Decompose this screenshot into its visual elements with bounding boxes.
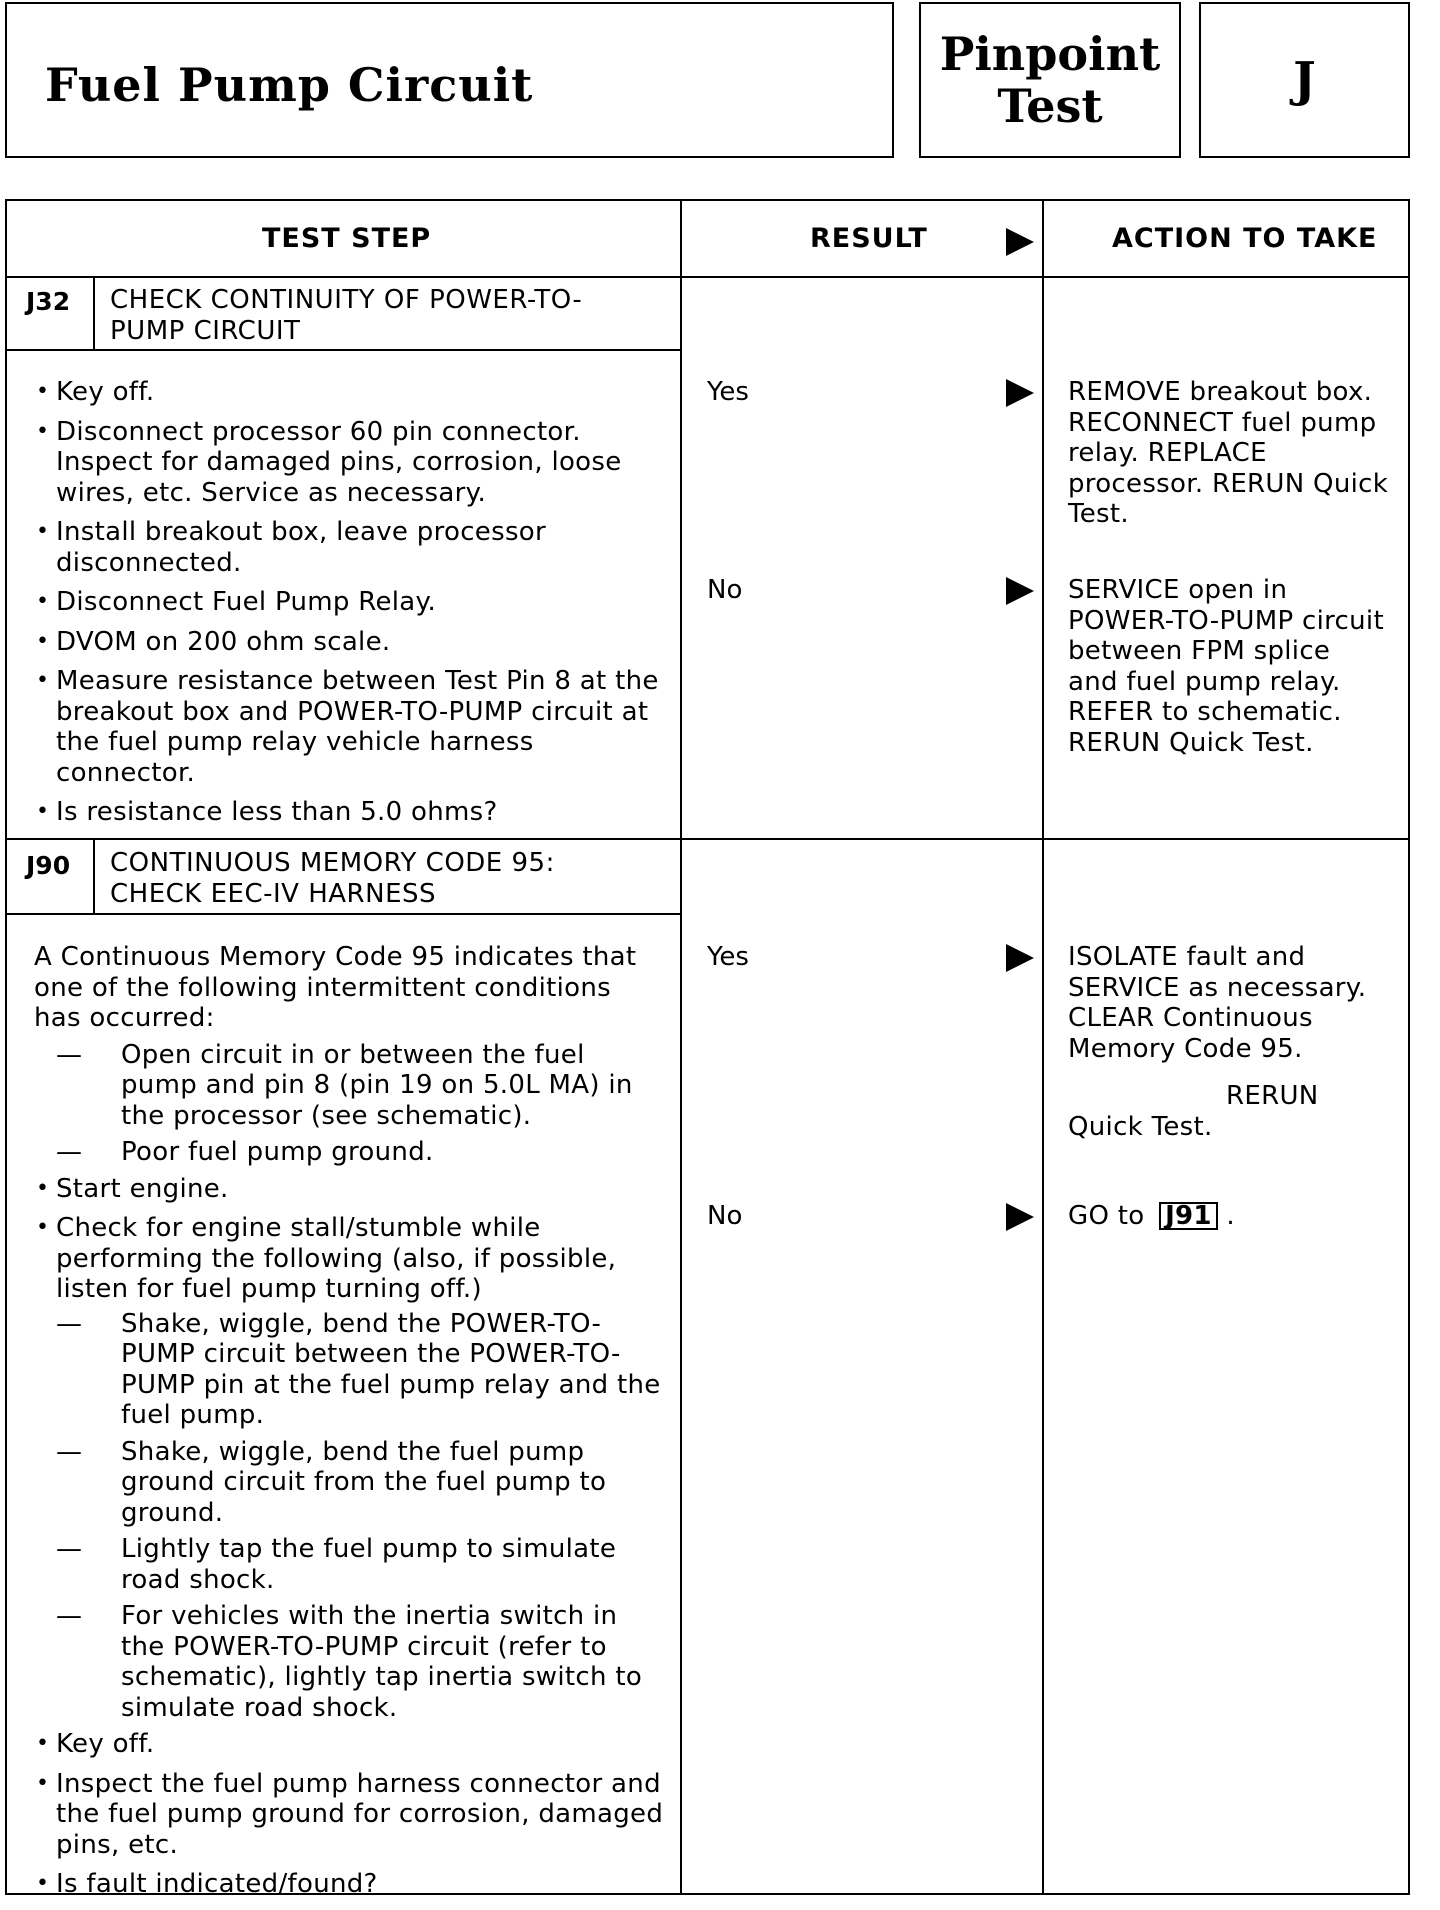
- action-yes-j90-rerun: RERUN: [1226, 1081, 1319, 1111]
- action-yes-j90: [1068, 942, 1398, 1142]
- list-item: • Inspect the fuel pump harness connector and the fuel pump ground for corrosion, damaged pins, etc.: [34, 1769, 664, 1861]
- j32-title-divider: [7, 349, 680, 351]
- list-item: — Shake, wiggle, bend the POWER-TO-PUMP circuit between the POWER-TO-PUMP pin at the fuel pump relay and the fuel pump.: [56, 1309, 664, 1431]
- result-no-j90: No: [707, 1201, 743, 1231]
- col-divider-result: [680, 201, 682, 1893]
- test-code-box: [1199, 2, 1410, 158]
- action-no-j90: [1068, 1201, 1398, 1232]
- col-header-test-step: TEST STEP: [262, 223, 432, 254]
- list-item: • Key off.: [34, 377, 664, 408]
- result-arrow-icon: [1006, 944, 1034, 972]
- list-item: • DVOM on 200 ohm scale.: [34, 627, 664, 658]
- header-divider: [7, 276, 1408, 278]
- step-body-j32: [34, 377, 664, 837]
- result-yes-j32: Yes: [707, 377, 749, 407]
- action-yes-j90-text: ISOLATE fault and SERVICE as necessary. CLEAR Continuous Memory Code 95.: [1068, 942, 1367, 1064]
- step-title-j90-line1: CONTINUOUS MEMORY CODE 95:: [110, 848, 555, 878]
- list-item: • Key off.: [34, 1729, 664, 1760]
- step-title-j32-line2: PUMP CIRCUIT: [110, 316, 301, 346]
- step-divider: [7, 838, 1408, 840]
- step-title-j90-line2: CHECK EEC-IV HARNESS: [110, 879, 436, 909]
- list-item: • Install breakout box, leave processor disconnected.: [34, 517, 664, 578]
- pinpoint-test-box: [919, 2, 1181, 158]
- page-title: Fuel Pump Circuit: [45, 58, 534, 112]
- step-id-j32: J32: [26, 287, 71, 316]
- list-item: • Is fault indicated/found?: [34, 1869, 664, 1900]
- list-item: — Lightly tap the fuel pump to simulate road shock.: [56, 1534, 664, 1595]
- result-arrow-icon: [1006, 228, 1034, 256]
- col-divider-action: [1042, 201, 1044, 1893]
- list-item: • Measure resistance between Test Pin 8 at the breakout box and POWER-TO-PUMP circuit at the fuel pump relay vehicle harness connector.: [34, 666, 664, 788]
- step-title-j90: [110, 848, 555, 910]
- action-yes-j90-quicktest: Quick Test.: [1068, 1111, 1213, 1142]
- j90-id-divider: [93, 839, 95, 914]
- result-arrow-icon: [1006, 379, 1034, 407]
- j32-id-divider: [93, 276, 95, 350]
- list-item: — Open circuit in or between the fuel pump and pin 8 (pin 19 on 5.0L MA) in the processor (see schematic).: [56, 1040, 664, 1132]
- col-header-action: ACTION TO TAKE: [1112, 223, 1378, 254]
- step-title-j32-line1: CHECK CONTINUITY OF POWER-TO-: [110, 285, 583, 315]
- list-item: — Shake, wiggle, bend the fuel pump ground circuit from the fuel pump to ground.: [56, 1437, 664, 1529]
- test-code: J: [1293, 52, 1316, 108]
- action-yes-j32: REMOVE breakout box. RECONNECT fuel pump relay. REPLACE processor. RERUN Quick Test.: [1068, 377, 1389, 529]
- result-arrow-icon: [1006, 1203, 1034, 1231]
- result-yes-j90: Yes: [707, 942, 749, 972]
- result-arrow-icon: [1006, 577, 1034, 605]
- list-item: — Poor fuel pump ground.: [56, 1137, 664, 1168]
- intro-text: A Continuous Memory Code 95 indicates that one of the following intermittent conditions has occurred:: [34, 942, 637, 1033]
- goto-period: .: [1226, 1201, 1235, 1231]
- test-label: Test: [997, 79, 1103, 133]
- action-no-j32: SERVICE open in POWER-TO-PUMP circuit between FPM splice and fuel pump relay. REFER to schematic. RERUN Quick Test.: [1068, 575, 1384, 758]
- goto-text: GO to: [1068, 1201, 1145, 1231]
- list-item: • Check for engine stall/stumble while performing the following (also, if possible, listen for fuel pump turning off.): [34, 1213, 664, 1305]
- result-no-j32: No: [707, 575, 743, 605]
- list-item: • Is resistance less than 5.0 ohms?: [34, 797, 664, 828]
- col-header-result: RESULT: [810, 223, 928, 254]
- step-title-j32: [110, 285, 582, 347]
- title-box: [5, 2, 894, 158]
- pinpoint-label: Pinpoint: [939, 27, 1161, 81]
- j90-title-divider: [7, 913, 680, 915]
- list-item: • Disconnect Fuel Pump Relay.: [34, 587, 664, 618]
- list-item: • Start engine.: [34, 1174, 664, 1205]
- step-id-j90: J90: [26, 851, 71, 880]
- list-item: — For vehicles with the inertia switch in the POWER-TO-PUMP circuit (refer to schematic), lightly tap inertia switch to simulate road shock.: [56, 1601, 664, 1723]
- test-table: [5, 199, 1410, 1899]
- step-reference-j91[interactable]: J91: [1159, 1202, 1218, 1230]
- step-body-j90: [34, 942, 664, 1909]
- list-item: • Disconnect processor 60 pin connector. Inspect for damaged pins, corrosion, loose wires, etc. Service as necessary.: [34, 417, 664, 509]
